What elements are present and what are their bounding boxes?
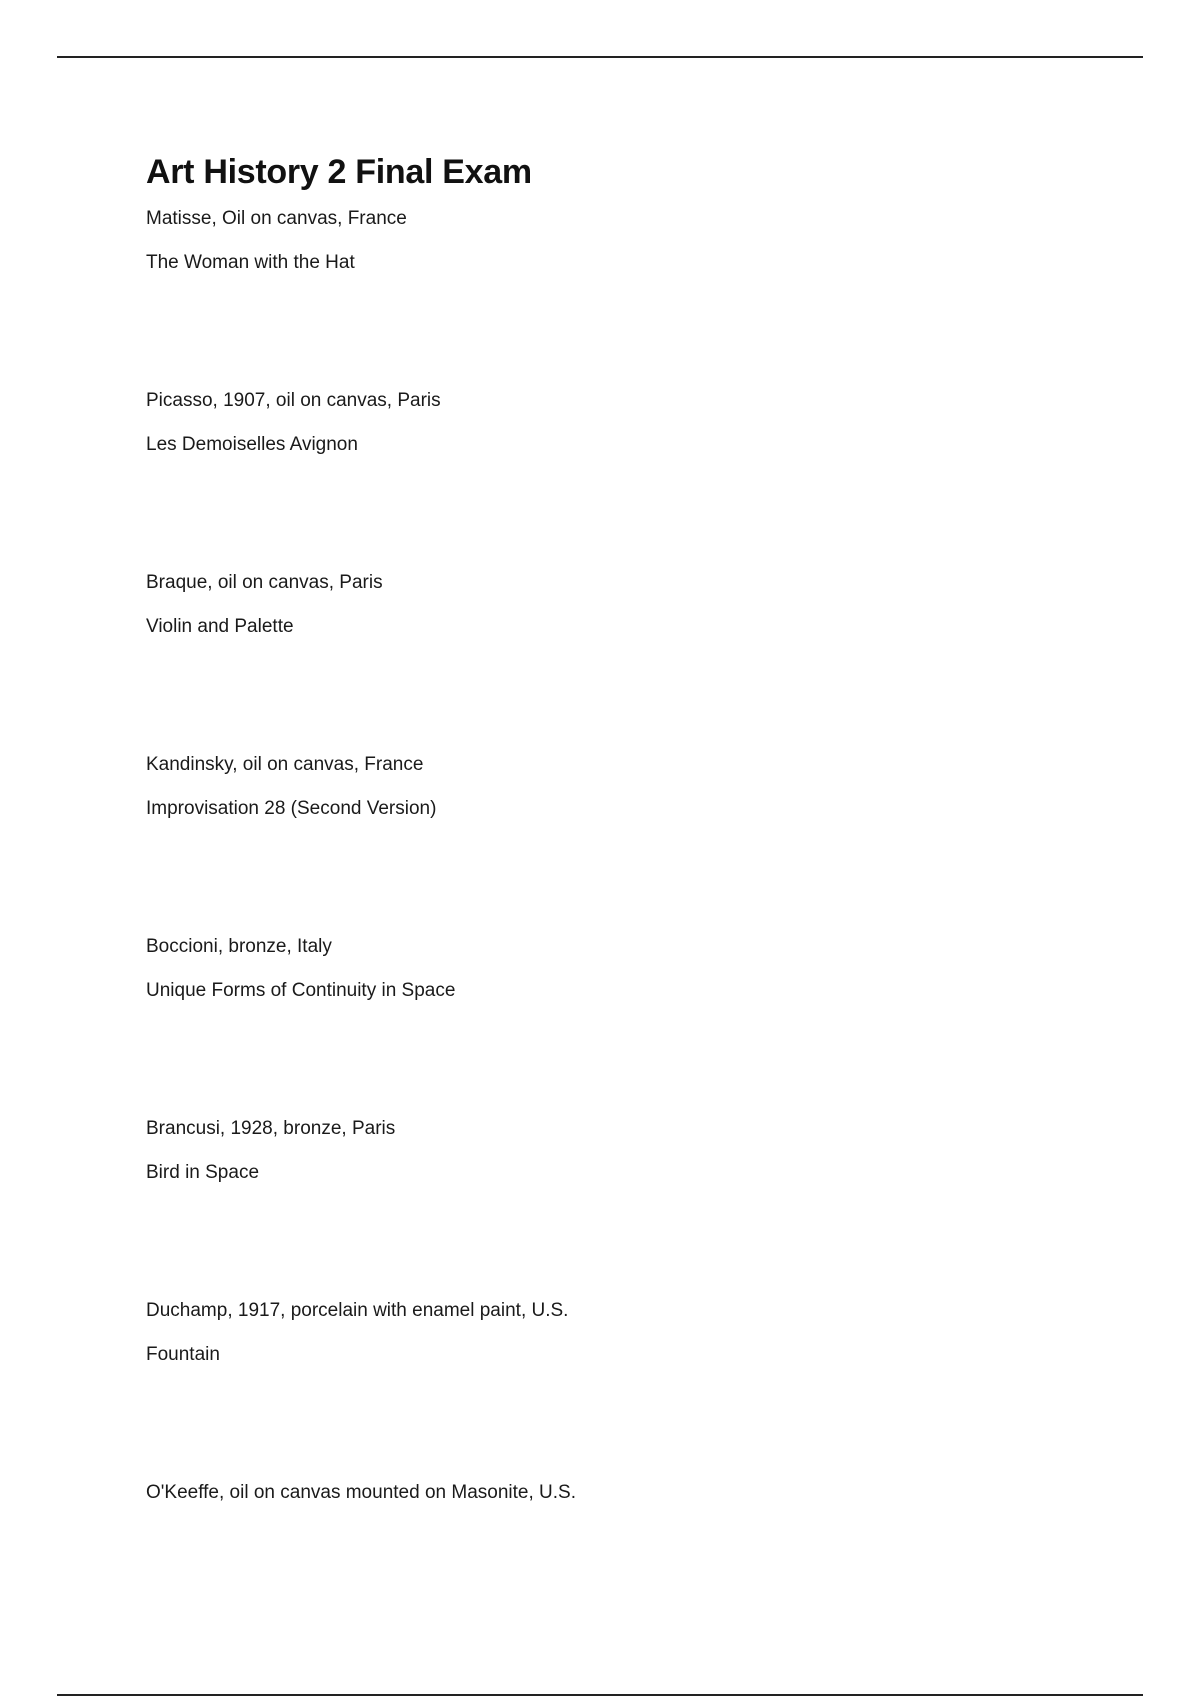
document-body — [146, 146, 1106, 1524]
artwork-entry — [146, 1116, 1106, 1298]
artwork-title: Bird in Space — [146, 1162, 260, 1183]
document-title: Art History 2 Final Exam — [146, 153, 532, 191]
artwork-entry — [146, 1480, 1106, 1506]
artwork-info: Kandinsky, oil on canvas, France — [146, 754, 424, 775]
artwork-info: Braque, oil on canvas, Paris — [146, 572, 383, 593]
artwork-info: Boccioni, bronze, Italy — [146, 936, 332, 957]
artwork-title: The Woman with the Hat — [146, 252, 355, 273]
artwork-title: Unique Forms of Continuity in Space — [146, 980, 456, 1001]
artwork-info: Picasso, 1907, oil on canvas, Paris — [146, 390, 441, 411]
top-rule — [57, 56, 1143, 58]
artwork-title: Violin and Palette — [146, 616, 294, 637]
artwork-entry — [146, 934, 1106, 1116]
artwork-title: Les Demoiselles Avignon — [146, 434, 358, 455]
artwork-title: Fountain — [146, 1344, 220, 1365]
bottom-rule — [57, 1694, 1143, 1696]
artwork-entry — [146, 752, 1106, 934]
artwork-info: O'Keeffe, oil on canvas mounted on Masonite, U.S. — [146, 1482, 576, 1503]
artwork-entry — [146, 388, 1106, 570]
artwork-entry — [146, 1298, 1106, 1480]
artwork-entry — [146, 570, 1106, 752]
artwork-info: Duchamp, 1917, porcelain with enamel paint, U.S. — [146, 1300, 569, 1321]
artwork-title: Improvisation 28 (Second Version) — [146, 798, 437, 819]
artwork-info: Brancusi, 1928, bronze, Paris — [146, 1118, 396, 1139]
artwork-info: Matisse, Oil on canvas, France — [146, 208, 407, 229]
artwork-entry — [146, 206, 1106, 388]
